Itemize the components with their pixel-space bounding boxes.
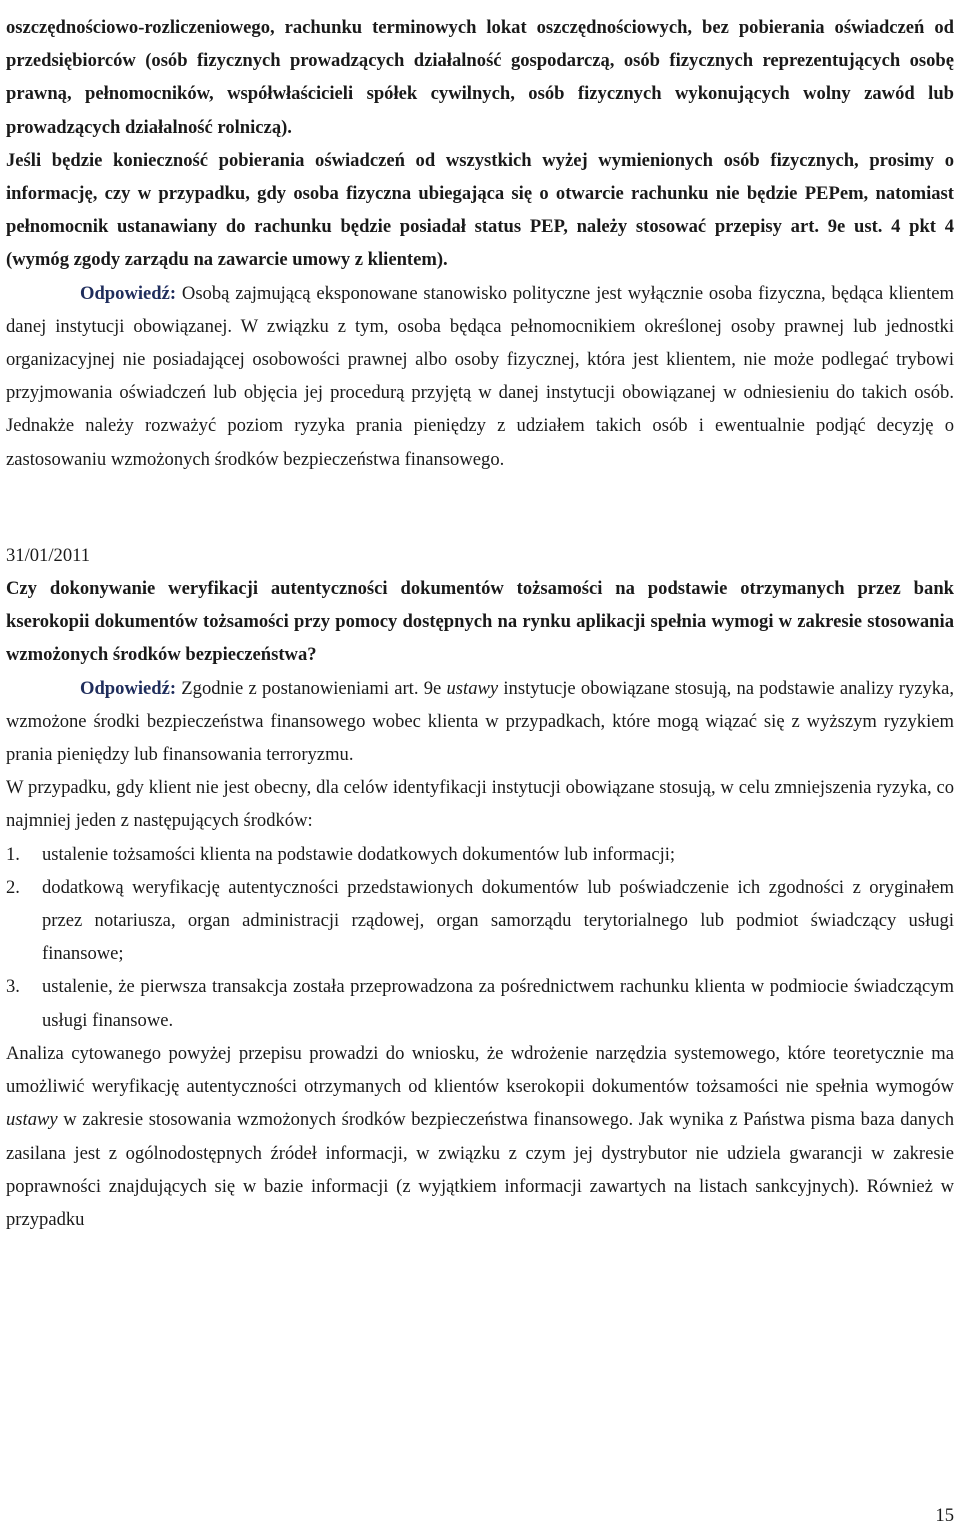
list-item-text: dodatkową weryfikację autentyczności przedstawionych dokumentów lub poświadczenie ich zgodności z oryginałem przez notariusza, organ administracji rządowej, organ samorządu terytorialnego lub podmiot świadczący usługi finansowe; (42, 876, 954, 965)
answer-1-label: Odpowiedź: (80, 282, 177, 304)
answer-1-text: Osobą zajmującą eksponowane stanowisko polityczne jest wyłącznie osoba fizyczna, będąca klientem danej instytucji obowiązanej. W związku z tym, osoba będąca pełnomocnikiem określonej osoby prawnej lub jednostki organizacyjnej nie posiadającej osobowości prawnej albo osoby fizycznej, która jest klientem, nie może podlegać trybowi przyjmowania oświadczeń lub objęcia jej procedurą przyjętą w danej instytucji obowiązanej w odniesieniu do takich osób. Jednakże należy rozważyć poziom ryzyka prania pieniędzy z udziałem takich osób i ewentualnie podjąć decyzję o zastosowaniu wzmożonych środków bezpieczeństwa finansowego. (6, 282, 954, 470)
answer-2-text-end: instytucje obowiązane stosują, na podstawie analizy ryzyka, wzmożone środki bezpieczeństwa finansowego wobec klienta w przypadkach, które mogą wiązać się z wyższym ryzykiem prania pieniędzy lub finansowania terroryzmu. (6, 677, 954, 766)
answer-1-paragraph (6, 277, 954, 476)
document-page (6, 0, 954, 1236)
answer-2-text-start: Zgodnie z postanowieniami art. 9e (176, 677, 447, 699)
analysis-text-start: Analiza cytowanego powyżej przepisu prowadzi do wniosku, że wdrożenie narzędzia systemowego, które teoretycznie ma umożliwić weryfikację autentyczności otrzymanych od klientów kserokopii dokumentów tożsamości nie spełnia wymogów (6, 1042, 954, 1098)
measures-list (6, 838, 954, 1037)
analysis-text-end: w zakresie stosowania wzmożonych środków bezpieczeństwa finansowego. Jak wynika z Państwa pisma baza danych zasilana jest z ogólnodostępnych źródeł informacji, w związku z czym jej dystrybutor nie udziela gwarancji w zakresie poprawności znajdujących się w bazie informacji (z wyjątkiem informacji zawartych na listach sankcyjnych). Również w przypadku (6, 1109, 954, 1230)
analysis-italic-term: ustawy (6, 1109, 58, 1131)
question-followup-paragraph: Jeśli będzie konieczność pobierania oświadczeń od wszystkich wyżej wymienionych osób fizycznych, prosimy o informację, czy w przypadku, gdy osoba fizyczna ubiegająca się o otwarcie rachunku nie będzie PEPem, natomiast pełnomocnik ustanawiany do rachunku będzie posiadał status PEP, należy stosować przepisy art. 9e ust. 4 pkt 4 (wymóg zgody zarządu na zawarcie umowy z klientem). (6, 149, 954, 271)
list-item-number: 1. (6, 843, 20, 865)
page-number: 15 (935, 1505, 954, 1526)
list-item (6, 871, 954, 971)
list-item (6, 838, 954, 871)
answer-2-paragraph (6, 672, 954, 772)
list-item-text: ustalenie tożsamości klienta na podstawie dodatkowych dokumentów lub informacji; (42, 843, 676, 865)
question-date: 31/01/2011 (6, 544, 91, 566)
question-2-paragraph: Czy dokonywanie weryfikacji autentyczności dokumentów tożsamości na podstawie otrzymanych przez bank kserokopii dokumentów tożsamości przy pomocy dostępnych na rynku aplikacji spełnia wymogi w zakresie stosowania wzmożonych środków bezpieczeństwa? (6, 578, 954, 666)
list-item-number: 2. (6, 876, 20, 898)
question-continuation-paragraph: oszczędnościowo-rozliczeniowego, rachunku terminowych lokat oszczędnościowych, bez pobierania oświadczeń od przedsiębiorców (osób fizycznych prowadzących działalność gospodarczą, osób fizycznych reprezentujących osobę prawną, pełnomocników, współwłaścicieli spółek cywilnych, osób fizycznych wykonujących wolny zawód lub prowadzących działalność rolniczą). (6, 17, 954, 138)
list-item-text: ustalenie, że pierwsza transakcja została przeprowadzona za pośrednictwem rachunku klienta w podmiocie świadczącym usługi finansowe. (42, 976, 954, 1031)
list-item-number: 3. (6, 976, 20, 998)
answer-2-italic-term: ustawy (446, 677, 499, 699)
list-item (6, 970, 954, 1036)
answer-2-label: Odpowiedź: (80, 677, 177, 699)
measures-intro-paragraph: W przypadku, gdy klient nie jest obecny, dla celów identyfikacji instytucji obowiązane stosują, w celu zmniejszenia ryzyka, co najmniej jeden z następujących środków: (6, 777, 954, 832)
analysis-paragraph (6, 1037, 954, 1236)
